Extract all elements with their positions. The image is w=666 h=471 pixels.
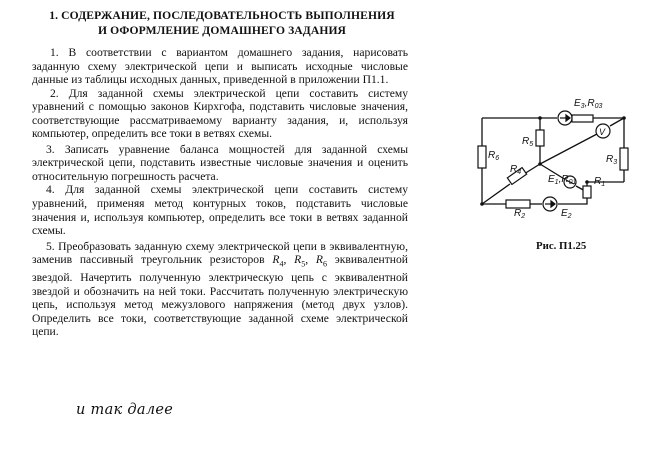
- separator: ,: [283, 253, 295, 267]
- resistor-r1: [583, 186, 591, 198]
- separator: ,: [305, 253, 316, 267]
- instructions-body: [32, 46, 408, 339]
- section-title-line-2: И ОФОРМЛЕНИЕ ДОМАШНЕГО ЗАДАНИЯ: [97, 24, 347, 37]
- paragraph-1: 1. В соответствии с вариантом домашнего задания, нарисовать заданную схему электрической цепи и выписать исходные числовые данные из таблицы исходных данных, приведенной в приложении П1.1.: [32, 46, 408, 87]
- paragraph-3: 3. Записать уравнение баланса мощностей для заданной схемы электрической цепи, подставить известные числовые значения и оценить относительную погрешность расчета.: [32, 142, 408, 183]
- label-r4: $R_4$: [510, 164, 522, 176]
- label-e2: $E_2$: [561, 208, 572, 220]
- r4-subscript: 4: [279, 259, 284, 269]
- paragraph-5-start: 5. Преобразовать заданную схему электрической цепи в эквивалентную, заменив пассивный треугольник резисторов: [32, 239, 408, 267]
- paragraph-4: 4. Для заданной схемы электрической цепи составить систему уравнений, применяя метод контурных токов, подставить числовые значения и, используя компьютер, определить все токи в ветвях заданной схемы.: [32, 183, 408, 238]
- label-e1: $E_1,R_{01}$: [548, 174, 577, 186]
- wire-diagonal-v-2: [610, 118, 624, 126]
- r4-symbol: R: [272, 253, 280, 267]
- paragraph-5-end: эквивалентной звездой. Начертить полученную электрическую цепь с эквивалентной звездой и обозначить на ней токи. Рассчитать полученную электрическую цепь, используя метод межузлового напряжения (метод двух узлов). Определить все токи, соответствующие заданной схеме электрической цепи.: [32, 253, 409, 339]
- resistor-r6: [478, 146, 486, 168]
- label-e3: $E_3,R_{03}$: [574, 98, 603, 110]
- resistor-r3: [620, 148, 628, 170]
- r6-symbol: R: [315, 253, 323, 267]
- section-title: [38, 8, 406, 38]
- resistor-r2: [506, 200, 530, 208]
- r5-subscript: 5: [301, 259, 306, 269]
- label-r3: $R_3$: [606, 154, 618, 166]
- label-r6: $R_6$: [488, 150, 500, 162]
- paragraph-5: [32, 240, 408, 339]
- label-r1: $R_1$: [594, 176, 606, 188]
- wire-diagonal-v: [540, 134, 597, 164]
- paragraph-2: 2. Для заданной схемы электрической цепи составить систему уравнений с помощью законов Кирхгофа, подставить числовые значения, соответствующие рассматриваемому варианту задания, и, используя компьютер, определить все токи в ветвях схемы.: [32, 86, 408, 141]
- r5-symbol: R: [294, 253, 302, 267]
- resistor-r03: [572, 115, 593, 122]
- section-title-line-1: 1. СОДЕРЖАНИЕ, ПОСЛЕДОВАТЕЛЬНОСТЬ ВЫПОЛНЕНИЯ: [49, 9, 395, 22]
- wire-diagonal-upper: [524, 164, 540, 174]
- label-v: V: [599, 127, 606, 137]
- resistor-r5: [536, 130, 544, 146]
- label-r5: $R_5$: [522, 136, 534, 148]
- figure-caption: Рис. П1.25: [536, 240, 587, 252]
- r6-subscript: 6: [322, 259, 327, 269]
- circuit-diagram: [462, 86, 642, 226]
- closing-handwritten-text: и так далее: [76, 402, 174, 418]
- label-r2: $R_2$: [514, 208, 526, 220]
